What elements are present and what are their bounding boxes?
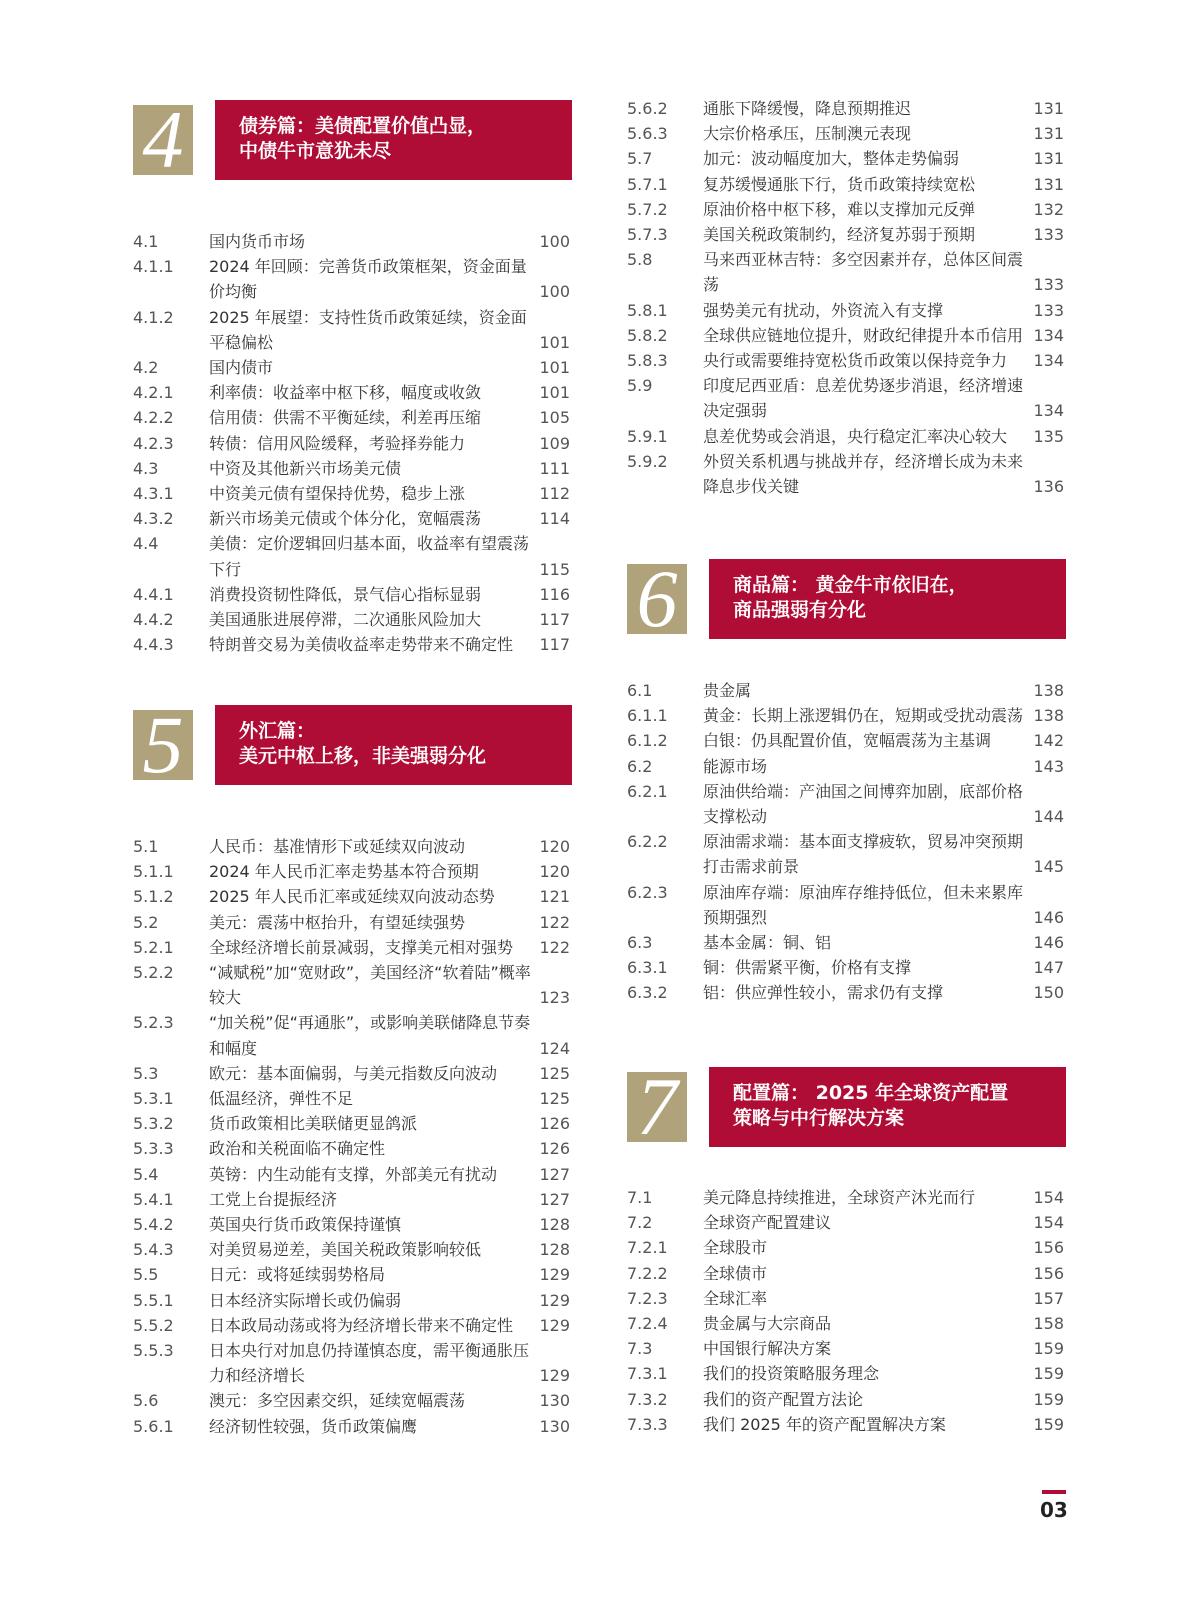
section-7-toc [589, 1185, 1178, 1437]
toc-entry[interactable] [0, 506, 589, 531]
section-7-header [589, 1067, 1178, 1149]
toc-entry-page: 111 [539, 456, 570, 481]
toc-entry-title: 大宗价格承压，压制澳元表现 [703, 124, 912, 144]
section-7-title [709, 1067, 1066, 1147]
toc-entry[interactable] [589, 172, 1178, 197]
toc-entry-page: 146 [1033, 905, 1064, 930]
toc-entry[interactable] [0, 884, 589, 909]
toc-entry-number: 5.7.2 [627, 199, 668, 219]
toc-entry-number: 7.2.3 [627, 1288, 668, 1308]
toc-entry[interactable] [0, 531, 589, 581]
toc-entry[interactable] [589, 678, 1178, 703]
toc-entry-number: 5.2 [133, 912, 159, 932]
toc-entry[interactable] [0, 607, 589, 632]
toc-entry-number: 5.3.2 [133, 1114, 174, 1134]
toc-entry[interactable] [0, 254, 589, 304]
toc-entry-title: “减赋税”加“宽财政”，美国经济“软着陆”概率较大 [209, 963, 531, 1008]
toc-entry-title: 全球汇率 [703, 1288, 768, 1308]
toc-entry-number: 4.4.2 [133, 610, 174, 630]
toc-entry-page: 125 [539, 1061, 570, 1086]
toc-entry-page: 131 [1033, 172, 1064, 197]
section-title-line: 中债牛市意犹未尽 [239, 140, 392, 162]
toc-entry-title: 欧元：基本面偏弱，与美元指数反向波动 [209, 1063, 498, 1083]
toc-entry-page: 159 [1033, 1412, 1064, 1437]
toc-entry-number: 6.3.1 [627, 958, 668, 978]
toc-entry-title: 人民币：基准情形下或延续双向波动 [209, 837, 466, 856]
toc-entry-number: 5.9.2 [627, 451, 668, 471]
toc-entry-number: 4.4.3 [133, 635, 174, 655]
toc-entry-title: 原油供给端：产油国之间博弈加剧，底部价格支撑松动 [703, 781, 1024, 827]
page-number: 03 [1040, 1498, 1068, 1522]
toc-entry-number: 7.2.1 [627, 1238, 668, 1258]
section-6-number: 6 [627, 564, 687, 634]
toc-entry-title: 通胀下降缓慢，降息预期推迟 [703, 99, 912, 118]
toc-entry-title: 印度尼西亚盾：息差优势逐步消退，经济增速决定强弱 [703, 376, 1024, 421]
toc-entry-page: 142 [1033, 728, 1064, 753]
toc-entry[interactable] [589, 703, 1178, 728]
toc-entry[interactable] [589, 449, 1178, 499]
toc-entry-title: 美元降息持续推进，全球资产沐光而行 [703, 1188, 976, 1207]
toc-entry-title: 澳元：多空因素交织，延续宽幅震荡 [209, 1391, 466, 1411]
section-5-title [215, 705, 572, 785]
toc-entry-number: 5.6.1 [133, 1416, 174, 1436]
toc-entry[interactable] [0, 1010, 589, 1060]
toc-entry-page: 129 [539, 1363, 570, 1388]
toc-entry-number: 6.2 [627, 756, 653, 776]
toc-entry-page: 138 [1033, 703, 1064, 728]
toc-entry-title: 全球股市 [703, 1238, 768, 1258]
toc-entry-page: 123 [539, 985, 570, 1010]
toc-entry[interactable] [0, 859, 589, 884]
toc-entry-number: 5.2.2 [133, 963, 174, 983]
toc-entry-page: 159 [1033, 1387, 1064, 1412]
toc-entry-page: 130 [539, 1388, 570, 1413]
toc-entry-title: 马来西亚林吉特：多空因素并存，总体区间震荡 [703, 250, 1024, 295]
toc-entry-number: 4.1.2 [133, 307, 174, 327]
toc-entry[interactable] [589, 247, 1178, 297]
toc-entry-number: 5.2.1 [133, 937, 174, 957]
toc-entry-title: “加关税”促“再通胀”，或影响美联储降息节奏和幅度 [209, 1013, 531, 1058]
toc-entry-number: 5.6.2 [627, 99, 668, 118]
toc-entry-page: 126 [539, 1136, 570, 1161]
toc-entry[interactable] [589, 754, 1178, 779]
toc-entry-number: 5.3.3 [133, 1139, 174, 1159]
toc-entry-number: 7.1 [627, 1188, 653, 1207]
toc-entry-page: 129 [539, 1313, 570, 1338]
toc-entry[interactable] [0, 834, 589, 859]
toc-entry-number: 6.1 [627, 681, 653, 700]
toc-entry-title: 特朗普交易为美债收益率走势带来不确定性 [209, 635, 514, 655]
toc-entry-number: 4.1 [133, 232, 159, 251]
toc-entry-page: 157 [1033, 1286, 1064, 1311]
toc-entry-page: 133 [1033, 298, 1064, 323]
toc-entry-page: 150 [1033, 980, 1064, 1005]
toc-entry-page: 131 [1033, 96, 1064, 121]
toc-entry[interactable] [0, 431, 589, 456]
toc-entry-number: 6.2.1 [627, 781, 668, 801]
toc-entry[interactable] [0, 910, 589, 935]
toc-entry[interactable] [589, 96, 1178, 121]
toc-entry[interactable] [589, 1210, 1178, 1235]
toc-entry-page: 154 [1033, 1210, 1064, 1235]
toc-entry-title: 对美贸易逆差，美国关税政策影响较低 [209, 1240, 482, 1260]
toc-entry-page: 120 [539, 834, 570, 859]
toc-entry-page: 105 [539, 405, 570, 430]
toc-entry[interactable] [589, 424, 1178, 449]
toc-entry-page: 115 [539, 557, 570, 582]
toc-entry-number: 7.2.4 [627, 1314, 668, 1334]
toc-entry[interactable] [0, 380, 589, 405]
toc-entry-page: 156 [1033, 1235, 1064, 1260]
toc-entry-page: 159 [1033, 1336, 1064, 1361]
toc-entry-title: 美债：定价逻辑回归基本面，收益率有望震荡下行 [209, 534, 530, 579]
toc-entry-page: 128 [539, 1237, 570, 1262]
toc-entry-number: 5.5 [133, 1265, 159, 1285]
toc-entry-title: 2024 年人民币汇率走势基本符合预期 [209, 862, 479, 882]
toc-entry-number: 5.6.3 [627, 124, 668, 144]
toc-entry-number: 5.2.3 [133, 1013, 174, 1033]
toc-entry-page: 112 [539, 481, 570, 506]
toc-entry-title: 贵金属与大宗商品 [703, 1314, 832, 1334]
toc-entry-title: 日元：或将延续弱势格局 [209, 1265, 386, 1285]
toc-entry[interactable] [0, 481, 589, 506]
toc-entry-title: 工党上台提振经济 [209, 1189, 338, 1209]
toc-entry-number: 4.1.1 [133, 257, 174, 277]
toc-entry-page: 134 [1033, 348, 1064, 373]
toc-entry-number: 5.5.3 [133, 1341, 174, 1361]
section-4-number: 4 [133, 105, 193, 175]
section-5-number: 5 [133, 710, 193, 780]
toc-entry[interactable] [589, 222, 1178, 247]
toc-entry-title: 2024 年回顾：完善货币政策框架，资金面量价均衡 [209, 257, 527, 302]
toc-entry[interactable] [0, 229, 589, 254]
toc-entry-title: 强势美元有扰动，外资流入有支撑 [703, 300, 944, 320]
toc-entry-page: 147 [1033, 955, 1064, 980]
toc-entry-title: 中资及其他新兴市场美元债 [209, 458, 402, 478]
toc-entry-page: 138 [1033, 678, 1064, 703]
toc-entry-page: 154 [1033, 1185, 1064, 1210]
toc-entry-number: 7.3.2 [627, 1389, 668, 1409]
toc-entry-title: 经济韧性较强，货币政策偏鹰 [209, 1416, 418, 1436]
toc-entry-page: 133 [1033, 272, 1064, 297]
toc-entry-number: 7.3.3 [627, 1414, 668, 1434]
toc-entry-page: 145 [1033, 854, 1064, 879]
toc-entry-title: 原油需求端：基本面支撑疲软，贸易冲突预期打击需求前景 [703, 832, 1024, 877]
toc-entry[interactable] [589, 829, 1178, 879]
toc-entry-number: 6.3.2 [627, 983, 668, 1003]
toc-entry-title: 英国央行货币政策保持谨慎 [209, 1215, 402, 1235]
toc-entry-number: 5.4 [133, 1164, 159, 1184]
toc-entry-page: 144 [1033, 804, 1064, 829]
toc-entry[interactable] [0, 355, 589, 380]
toc-entry-number: 5.9 [627, 376, 653, 396]
toc-entry-title: 消费投资韧性降低，景气信心指标显弱 [209, 584, 482, 604]
toc-entry[interactable] [0, 1086, 589, 1111]
toc-entry-title: 加元：波动幅度加大，整体走势偏弱 [703, 149, 960, 169]
toc-entry-page: 146 [1033, 930, 1064, 955]
toc-entry-page: 122 [539, 935, 570, 960]
toc-entry-number: 4.4 [133, 534, 159, 554]
toc-entry-title: 政治和关税面临不确定性 [209, 1139, 386, 1159]
toc-entry[interactable] [589, 955, 1178, 980]
toc-entry-title: 2025 年人民币汇率或延续双向波动态势 [209, 887, 495, 907]
toc-entry-page: 117 [539, 632, 570, 657]
section-5-toc-continued [589, 96, 1178, 499]
toc-entry-number: 5.9.1 [627, 426, 668, 446]
section-6-toc [589, 678, 1178, 1006]
toc-entry-title: 贵金属 [703, 681, 752, 700]
toc-entry-title: 我们的资产配置方法论 [703, 1389, 864, 1409]
toc-entry-title: 全球经济增长前景减弱，支撑美元相对强势 [209, 937, 514, 957]
toc-entry-number: 5.3 [133, 1063, 159, 1083]
toc-entry[interactable] [589, 1185, 1178, 1210]
toc-entry[interactable] [0, 1313, 589, 1338]
toc-entry-title: 全球资产配置建议 [703, 1213, 832, 1233]
toc-entry-page: 126 [539, 1111, 570, 1136]
toc-entry-number: 5.6 [133, 1391, 159, 1411]
toc-entry[interactable] [589, 728, 1178, 753]
toc-entry-title: 央行或需要维持宽松货币政策以保持竞争力 [703, 351, 1008, 371]
toc-entry-page: 101 [539, 330, 570, 355]
toc-entry[interactable] [589, 298, 1178, 323]
section-title-line: 债券篇：美债配置价值凸显， [239, 115, 487, 137]
toc-entry-title: 原油库存端：原油库存维持低位，但未来累库预期强烈 [703, 882, 1024, 927]
toc-entry-page: 133 [1033, 222, 1064, 247]
toc-entry-number: 4.3.1 [133, 484, 174, 504]
toc-entry[interactable] [0, 1136, 589, 1161]
toc-entry-page: 129 [539, 1288, 570, 1313]
toc-entry[interactable] [589, 1261, 1178, 1286]
toc-entry-page: 121 [539, 884, 570, 909]
toc-entry-number: 5.3.1 [133, 1089, 174, 1109]
section-title-line: 策略与中行解决方案 [733, 1107, 905, 1129]
toc-entry[interactable] [0, 1061, 589, 1086]
toc-entry[interactable] [0, 456, 589, 481]
toc-entry-page: 117 [539, 607, 570, 632]
toc-entry-page: 128 [539, 1212, 570, 1237]
toc-entry[interactable] [0, 1187, 589, 1212]
toc-entry-title: 中资美元债有望保持优势，稳步上涨 [209, 484, 466, 504]
section-7-number: 7 [627, 1072, 687, 1142]
toc-entry[interactable] [589, 880, 1178, 930]
toc-entry-title: 新兴市场美元债或个体分化，宽幅震荡 [209, 509, 482, 529]
toc-entry-title: 基本金属：铜、铝 [703, 933, 832, 953]
toc-entry-number: 4.3.2 [133, 509, 174, 529]
toc-entry-page: 158 [1033, 1311, 1064, 1336]
page-number-mark [1042, 1490, 1066, 1494]
toc-entry-title: 日本央行对加息仍持谨慎态度，需平衡通胀压力和经济增长 [209, 1341, 530, 1386]
toc-entry[interactable] [589, 1311, 1178, 1336]
toc-entry-title: 2025 年展望：支持性货币政策延续，资金面平稳偏松 [209, 307, 527, 352]
toc-entry-page: 134 [1033, 398, 1064, 423]
toc-entry[interactable] [0, 1162, 589, 1187]
toc-entry-number: 5.1.1 [133, 862, 174, 882]
toc-entry-page: 100 [539, 279, 570, 304]
toc-entry-title: 原油价格中枢下移，难以支撑加元反弹 [703, 199, 976, 219]
toc-entry[interactable] [589, 373, 1178, 423]
toc-entry[interactable] [0, 1338, 589, 1388]
toc-entry[interactable] [0, 1288, 589, 1313]
toc-entry-number: 5.1 [133, 837, 159, 856]
toc-entry[interactable] [589, 1235, 1178, 1260]
toc-entry-number: 7.3.1 [627, 1364, 668, 1384]
toc-entry-page: 143 [1033, 754, 1064, 779]
toc-entry-page: 127 [539, 1162, 570, 1187]
toc-entry-number: 5.7 [627, 149, 653, 169]
section-5-header [0, 705, 589, 787]
section-5-toc [0, 834, 589, 1439]
section-4-title [215, 100, 572, 180]
toc-entry-title: 美元：震荡中枢抬升，有望延续强势 [209, 912, 466, 932]
section-title-line: 商品强弱有分化 [733, 599, 867, 621]
toc-entry-number: 5.8 [627, 250, 653, 270]
toc-entry-page: 135 [1033, 424, 1064, 449]
toc-entry-number: 6.1.2 [627, 731, 668, 751]
toc-entry-page: 136 [1033, 474, 1064, 499]
section-6-header [589, 559, 1178, 641]
toc-entry-page: 156 [1033, 1261, 1064, 1286]
toc-entry-title: 利率债：收益率中枢下移，幅度或收敛 [209, 383, 482, 403]
toc-entry[interactable] [589, 1361, 1178, 1386]
toc-entry[interactable] [589, 146, 1178, 171]
toc-entry-number: 7.2.2 [627, 1263, 668, 1283]
toc-entry-title: 美国通胀进展停滞，二次通胀风险加大 [209, 610, 482, 630]
toc-entry-number: 6.2.2 [627, 832, 668, 852]
section-4-toc [0, 229, 589, 657]
section-title-line: 商品篇： 黄金牛市依旧在， [733, 574, 968, 596]
toc-entry[interactable] [0, 1414, 589, 1439]
toc-entry-number: 5.8.1 [627, 300, 668, 320]
toc-entry[interactable] [589, 779, 1178, 829]
toc-entry-page: 132 [1033, 197, 1064, 222]
toc-entry-number: 7.3 [627, 1339, 653, 1359]
toc-entry-title: 复苏缓慢通胀下行，货币政策持续宽松 [703, 174, 976, 194]
toc-entry-title: 能源市场 [703, 756, 768, 776]
toc-entry-title: 日本经济实际增长或仍偏弱 [209, 1290, 402, 1310]
toc-entry-page: 127 [539, 1187, 570, 1212]
toc-entry-number: 5.8.2 [627, 325, 668, 345]
toc-entry[interactable] [589, 197, 1178, 222]
toc-entry-page: 124 [539, 1036, 570, 1061]
toc-entry-title: 白银：仍具配置价值，宽幅震荡为主基调 [703, 731, 992, 751]
toc-entry-page: 101 [539, 355, 570, 380]
toc-entry[interactable] [0, 405, 589, 430]
toc-entry-number: 5.4.2 [133, 1215, 174, 1235]
toc-entry[interactable] [589, 121, 1178, 146]
toc-entry-page: 122 [539, 910, 570, 935]
toc-entry[interactable] [0, 1212, 589, 1237]
toc-entry-title: 英镑：内生动能有支撑，外部美元有扰动 [209, 1164, 498, 1184]
section-6-title [709, 559, 1066, 639]
toc-entry-number: 5.8.3 [627, 351, 668, 371]
toc-entry-number: 4.2.2 [133, 408, 174, 428]
toc-entry[interactable] [589, 1387, 1178, 1412]
section-4-header [0, 100, 589, 182]
toc-entry-title: 铝：供应弹性较小，需求仍有支撑 [703, 983, 944, 1003]
toc-entry[interactable] [589, 1412, 1178, 1437]
toc-entry-title: 国内债市 [209, 358, 274, 378]
toc-entry-page: 131 [1033, 121, 1064, 146]
toc-entry-title: 美国关税政策制约，经济复苏弱于预期 [703, 225, 976, 245]
toc-entry-title: 铜：供需紧平衡，价格有支撑 [703, 958, 912, 978]
toc-entry-title: 全球供应链地位提升，财政纪律提升本币信用 [703, 325, 1024, 345]
toc-entry-title: 日本政局动荡或将为经济增长带来不确定性 [209, 1315, 514, 1335]
toc-entry-number: 4.3 [133, 458, 159, 478]
toc-entry-title: 黄金：长期上涨逻辑仍在，短期或受扰动震荡 [703, 706, 1024, 726]
toc-entry-title: 信用债：供需不平衡延续，利差再压缩 [209, 408, 482, 428]
toc-entry-title: 我们的投资策略服务理念 [703, 1364, 880, 1384]
toc-entry-number: 5.5.2 [133, 1315, 174, 1335]
toc-entry-page: 101 [539, 380, 570, 405]
toc-entry-number: 4.2 [133, 358, 159, 378]
toc-entry[interactable] [589, 930, 1178, 955]
toc-entry-title: 全球债市 [703, 1263, 768, 1283]
toc-entry-number: 5.5.1 [133, 1290, 174, 1310]
toc-entry-page: 109 [539, 431, 570, 456]
toc-entry-number: 5.4.3 [133, 1240, 174, 1260]
toc-entry-page: 134 [1033, 323, 1064, 348]
toc-entry-page: 125 [539, 1086, 570, 1111]
toc-entry[interactable] [0, 582, 589, 607]
toc-entry-page: 129 [539, 1262, 570, 1287]
toc-entry[interactable] [0, 1262, 589, 1287]
toc-entry-title: 中国银行解决方案 [703, 1339, 832, 1359]
toc-entry-number: 5.1.2 [133, 887, 174, 907]
toc-entry[interactable] [589, 323, 1178, 348]
toc-entry-page: 120 [539, 859, 570, 884]
toc-entry-number: 4.2.1 [133, 383, 174, 403]
toc-entry-page: 130 [539, 1414, 570, 1439]
toc-entry-title: 国内货币市场 [209, 232, 306, 251]
section-title-line: 配置篇： 2025 年全球资产配置 [733, 1082, 1009, 1104]
toc-entry-number: 7.2 [627, 1213, 653, 1233]
toc-entry-number: 5.7.3 [627, 225, 668, 245]
toc-entry-number: 6.2.3 [627, 882, 668, 902]
toc-entry-title: 货币政策相比美联储更显鸽派 [209, 1114, 418, 1134]
toc-entry[interactable] [0, 960, 589, 1010]
toc-entry-title: 息差优势或会消退，央行稳定汇率决心较大 [703, 426, 1008, 446]
toc-entry[interactable] [589, 1286, 1178, 1311]
toc-entry-page: 116 [539, 582, 570, 607]
section-title-line: 美元中枢上移，非美强弱分化 [239, 745, 487, 767]
toc-entry-title: 外贸关系机遇与挑战并存，经济增长成为未来降息步伐关键 [703, 451, 1024, 497]
toc-entry-page: 159 [1033, 1361, 1064, 1386]
toc-entry[interactable] [0, 1388, 589, 1413]
toc-entry[interactable] [0, 1111, 589, 1136]
toc-entry[interactable] [589, 980, 1178, 1005]
toc-entry-number: 6.1.1 [627, 706, 668, 726]
toc-entry-number: 4.4.1 [133, 584, 174, 604]
toc-entry[interactable] [0, 632, 589, 657]
toc-entry-title: 我们 2025 年的资产配置解决方案 [703, 1414, 946, 1434]
toc-entry-page: 114 [539, 506, 570, 531]
toc-entry[interactable] [0, 935, 589, 960]
toc-entry-page: 100 [539, 229, 570, 254]
toc-entry-number: 4.2.3 [133, 433, 174, 453]
toc-entry[interactable] [589, 348, 1178, 373]
toc-entry-title: 转债：信用风险缓释，考验择券能力 [209, 433, 466, 453]
toc-entry[interactable] [0, 305, 589, 355]
toc-entry[interactable] [0, 1237, 589, 1262]
toc-entry-number: 5.4.1 [133, 1189, 174, 1209]
toc-entry-page: 131 [1033, 146, 1064, 171]
toc-entry-number: 5.7.1 [627, 174, 668, 194]
section-title-line: 外汇篇： [239, 720, 316, 742]
toc-entry-number: 6.3 [627, 933, 653, 953]
toc-entry[interactable] [589, 1336, 1178, 1361]
toc-entry-title: 低温经济，弹性不足 [209, 1089, 354, 1109]
